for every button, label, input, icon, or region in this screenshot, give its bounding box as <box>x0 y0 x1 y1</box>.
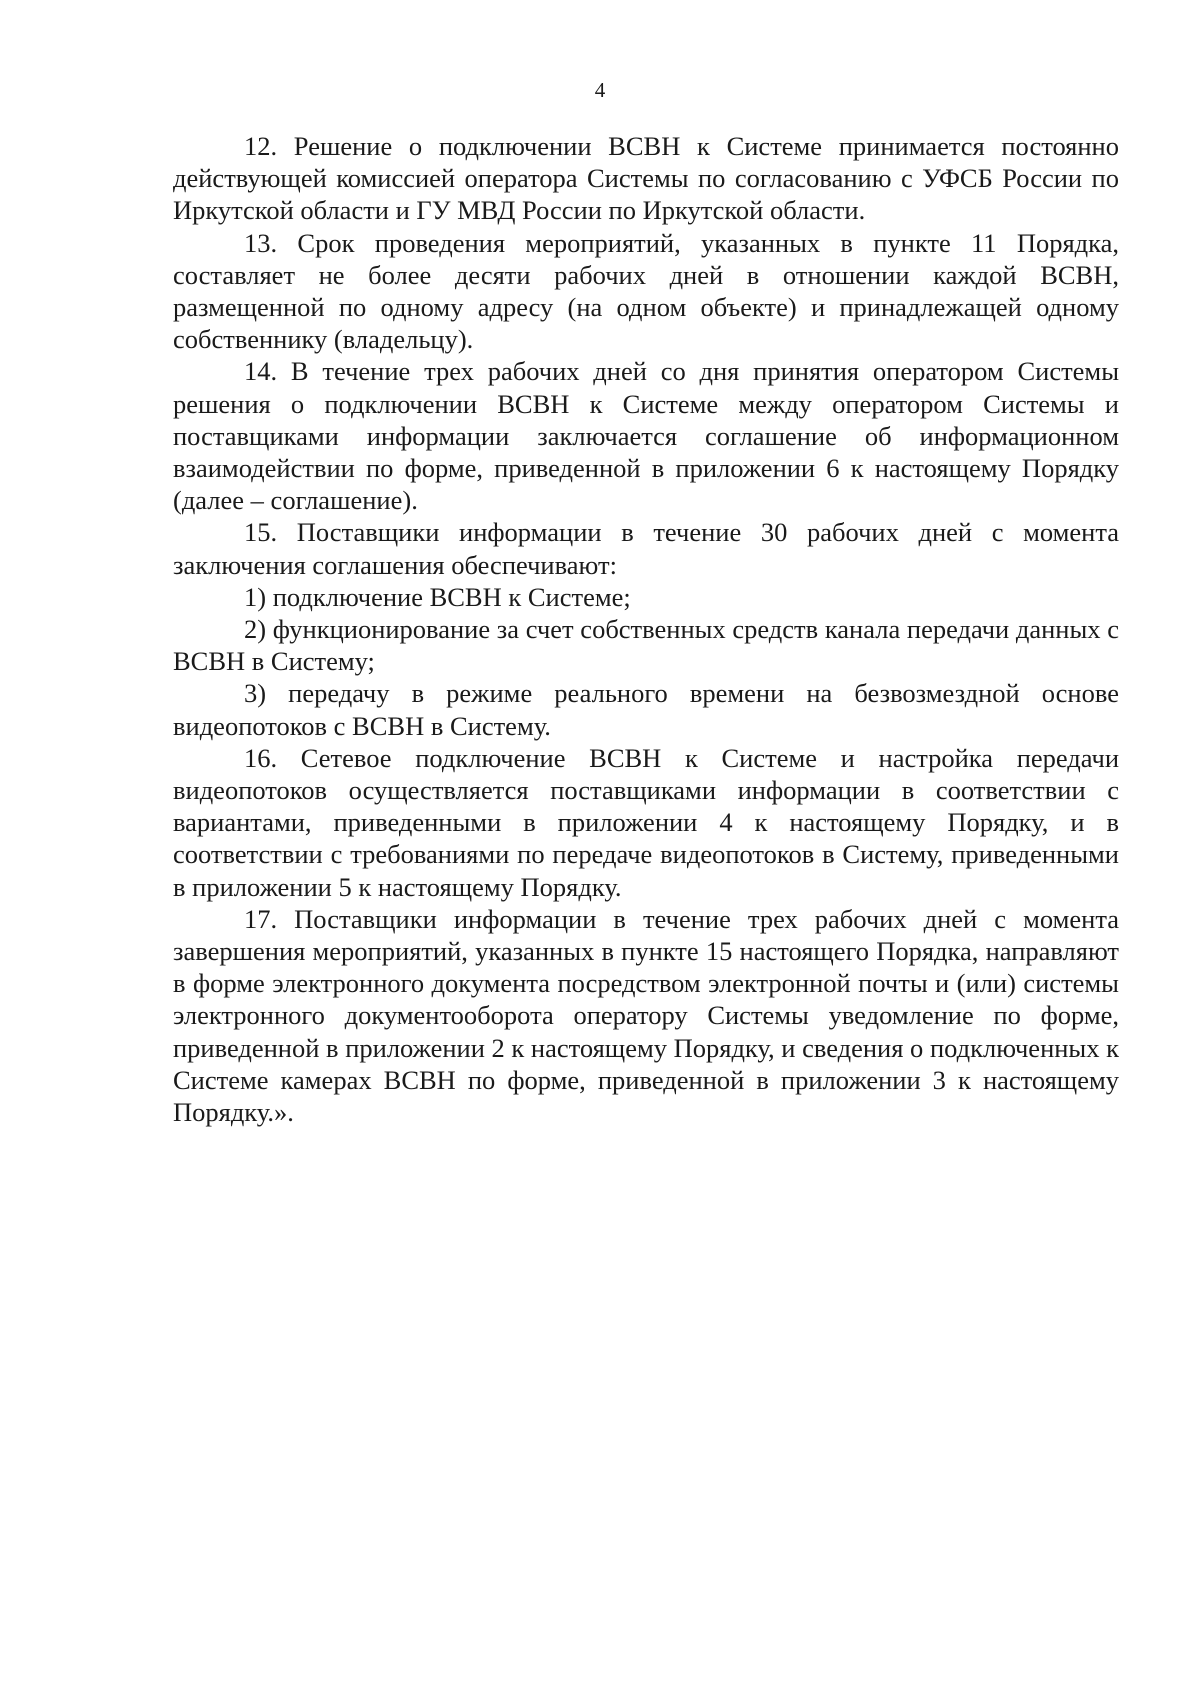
document-body <box>173 130 1119 1128</box>
list-item-1: 1) подключение ВСВН к Системе; <box>244 581 631 612</box>
list-item-3: 3) передачу в режиме реального времени на безвозмездной основе видеопотоков с ВСВН в Систему. <box>173 678 1119 741</box>
paragraph-16: 16. Сетевое подключение ВСВН к Системе и настройка передачи видеопотоков осуществляется поставщиками информации в соответствии с вариантами, приведенными в приложении 4 к настоящему Порядку, и в соответствии с требованиями по передаче видеопотоков в Систему, приведенными в приложении 5 к настоящему Порядку. <box>173 742 1119 902</box>
paragraph-17: 17. Поставщики информации в течение трех рабочих дней с момента завершения мероприятий, указанных в пункте 15 настоящего Порядка, направляют в форме электронного документа посредством электронной почты и (или) системы электронного документооборота оператору Системы уведомление по форме, приведенной в приложении 2 к настоящему Порядку, и сведения о подключенных к Системе камерах ВСВН по форме, приведенной в приложении 3 к настоящему Порядку.». <box>173 903 1119 1128</box>
page-number: 4 <box>594 78 606 102</box>
paragraph-15: 15. Поставщики информации в течение 30 рабочих дней с момента заключения соглашения обеспечивают: <box>173 517 1119 580</box>
list-item-2: 2) функционирование за счет собственных средств канала передачи данных с ВСВН в Систему; <box>173 614 1119 677</box>
paragraph-14: 14. В течение трех рабочих дней со дня принятия оператором Системы решения о подключении ВСВН к Системе между оператором Системы и поставщиками информации заключается соглашение об информационном взаимодействии по форме, приведенной в приложении 6 к настоящему Порядку (далее – соглашение). <box>173 356 1119 516</box>
paragraph-13: 13. Срок проведения мероприятий, указанных в пункте 11 Порядка, составляет не более десяти рабочих дней в отношении каждой ВСВН, размещенной по одному адресу (на одном объекте) и принадлежащей одному собственнику (владельцу). <box>173 227 1119 355</box>
paragraph-12: 12. Решение о подключении ВСВН к Системе принимается постоянно действующей комиссией оператора Системы по согласованию с УФСБ России по Иркутской области и ГУ МВД России по Иркутской области. <box>173 131 1119 226</box>
